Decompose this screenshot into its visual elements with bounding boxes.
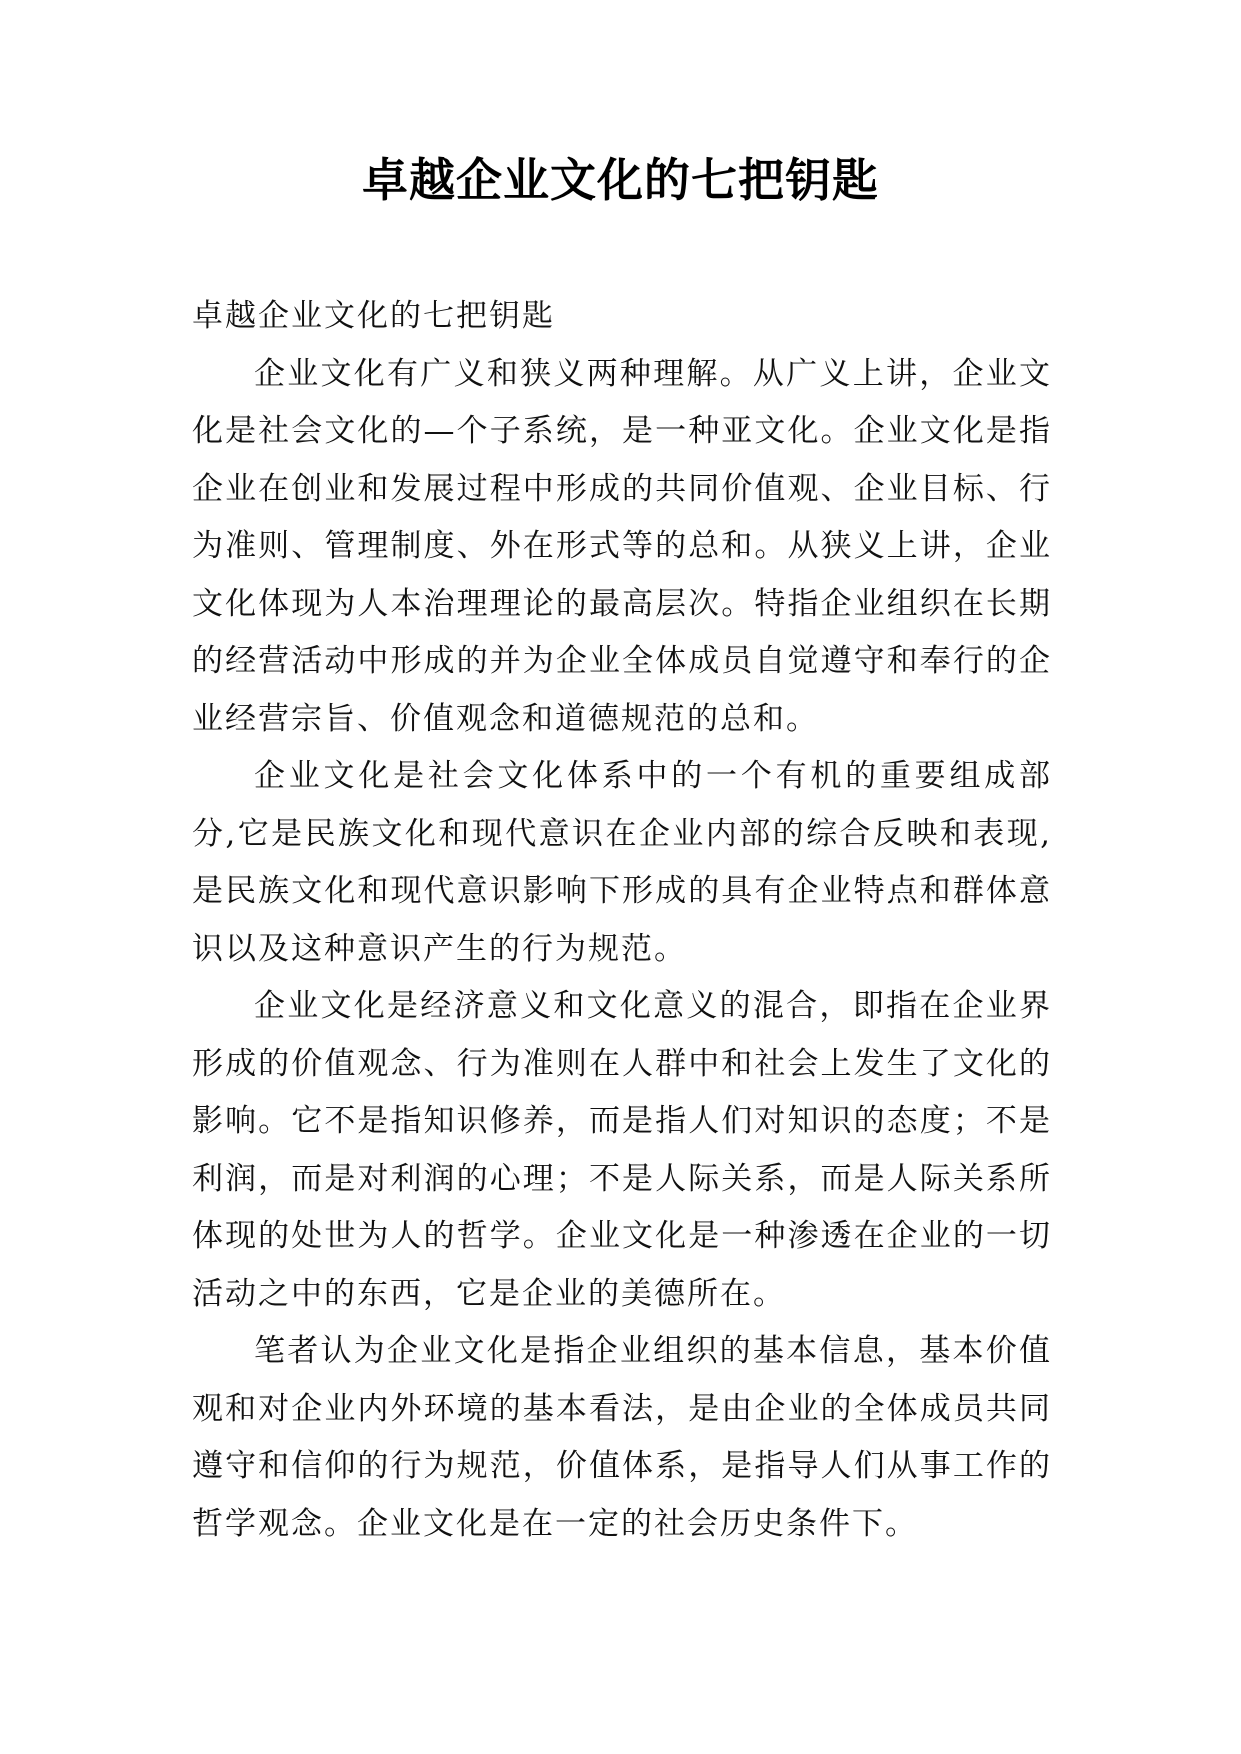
paragraph: 企业文化是经济意义和文化意义的混合，即指在企业界形成的价值观念、行为准则在人群中和社会上发生了文化的影响。它不是指知识修养，而是指人们对知识的态度；不是利润，而是对利润的心理；不是人际关系，而是人际关系所体现的处世为人的哲学。企业文化是一种渗透在企业的一切活动之中的东西，它是企业的美德所在。 <box>192 988 1052 1312</box>
paragraph: 笔者认为企业文化是指企业组织的基本信息，基本价值观和对企业内外环境的基本看法，是由企业的全体成员共同遵守和信仰的行为规范，价值体系，是指导人们从事工作的哲学观念。企业文化是在一定的社会历史条件下。 <box>192 1333 1052 1542</box>
paragraph: 企业文化是社会文化体系中的一个有机的重要组成部分,它是民族文化和现代意识在企业内部的综合反映和表现,是民族文化和现代意识影响下形成的具有企业特点和群体意识以及这种意识产生的行为规范。 <box>192 758 1052 967</box>
document-subtitle: 卓越企业文化的七把钥匙 <box>192 298 555 334</box>
document-title: 卓越企业文化的七把钥匙 <box>362 153 879 207</box>
paragraph: 企业文化有广义和狭义两种理解。从广义上讲，企业文化是社会文化的—个子系统，是一种亚文化。企业文化是指企业在创业和发展过程中形成的共同价值观、企业目标、行为准则、管理制度、外在形式等的总和。从狭义上讲，企业文化体现为人本治理理论的最高层次。特指企业组织在长期的经营活动中形成的并为企业全体成员自觉遵守和奉行的企业经营宗旨、价值观念和道德规范的总和。 <box>192 355 1052 737</box>
document-body <box>192 288 1052 1553</box>
